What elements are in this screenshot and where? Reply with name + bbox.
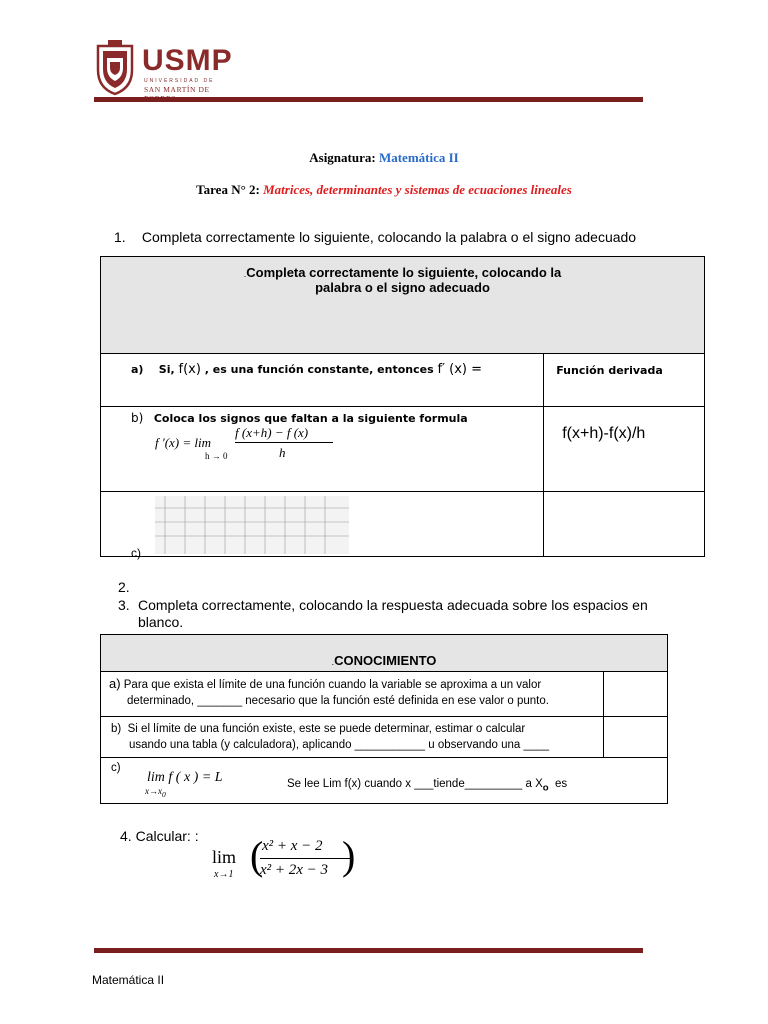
q3-header-text: CONOCIMIENTO bbox=[334, 653, 437, 668]
q1-header-prefix: . bbox=[243, 269, 247, 279]
university-crest-icon bbox=[94, 38, 136, 96]
q3-row-b-line2: usando una tabla (y calculadora), aplicando ___________ u observando una ____ bbox=[129, 739, 550, 751]
q1-row-a-mid: , es una función constante, entonces bbox=[204, 363, 434, 376]
q1-row-a-fprime: f′ (x) = bbox=[437, 362, 483, 377]
q1-row-a-label: a) bbox=[131, 363, 144, 376]
right-paren-icon: ) bbox=[342, 833, 356, 878]
q1-row-c-question bbox=[101, 492, 544, 560]
q4-denominator: x² + 2x − 3 bbox=[260, 862, 329, 878]
q3-row-c-tail: es bbox=[555, 778, 568, 790]
q4-limit-formula bbox=[212, 833, 362, 886]
q3-row-b-label: b) bbox=[111, 723, 122, 735]
q3-row-c-subscript bbox=[145, 786, 166, 799]
footer-text: Matemática II bbox=[92, 973, 165, 987]
question-1 bbox=[114, 229, 636, 245]
q3-row-a-answer bbox=[604, 672, 668, 717]
q1-row-a-answer-text: Función derivada bbox=[556, 364, 663, 377]
q1-formula-den: h bbox=[279, 445, 286, 460]
task-line bbox=[0, 182, 768, 198]
q1-row-b-question bbox=[101, 407, 544, 492]
q3-row-c-text bbox=[287, 778, 567, 793]
footer-rule bbox=[94, 948, 643, 953]
table-row bbox=[101, 354, 705, 407]
q1-row-a-fx: f(x) bbox=[178, 362, 201, 377]
question-3-number: 3. bbox=[118, 597, 130, 613]
q1-row-a-pre: Si, bbox=[158, 363, 175, 376]
q1-header-line1: Completa correctamente lo siguiente, colocando la bbox=[246, 265, 562, 280]
question-4-text: Calcular: : bbox=[135, 828, 199, 844]
usmp-logo bbox=[94, 38, 244, 100]
q1-formula-sub: h → 0 bbox=[205, 451, 228, 461]
question-1-text: Completa correctamente lo siguiente, colocando la palabra o el signo adecuado bbox=[141, 229, 637, 245]
q3-row-a-line2: determinado, _______ necesario que la función esté definida en ese valor o punto. bbox=[127, 695, 549, 707]
question-3 bbox=[118, 597, 648, 631]
q1-row-c-label: c) bbox=[131, 546, 141, 560]
q4-lim: lim bbox=[212, 847, 237, 867]
q1-row-a-answer bbox=[544, 354, 705, 407]
header-rule bbox=[94, 97, 643, 102]
q1-row-c-answer bbox=[544, 492, 705, 557]
q1-formula-lhs: f ′(x) = lim bbox=[155, 435, 212, 450]
question-1-table bbox=[100, 256, 705, 560]
q1-table-header bbox=[101, 257, 705, 354]
q3-row-c-sub2: o bbox=[542, 782, 549, 794]
q1-row-b-answer bbox=[544, 407, 705, 492]
subject-line bbox=[0, 150, 768, 166]
question-3-table bbox=[100, 634, 668, 804]
q3-row-c-label: c) bbox=[111, 762, 121, 774]
blurry-table-image bbox=[155, 496, 349, 554]
q3-row-a-line1: Para que exista el límite de una función cuando la variable se aproxima a un valor bbox=[123, 679, 542, 691]
q3-row-b-line1: Si el límite de una función existe, este se puede determinar, estimar o calcular bbox=[127, 723, 526, 735]
q3-row-a bbox=[101, 672, 604, 717]
q3-row-c-sub: x→x bbox=[145, 786, 162, 796]
logo-subtitle-2: SAN MARTÍN DE bbox=[144, 85, 210, 94]
question-3-line2: blanco. bbox=[138, 614, 184, 630]
q3-table-header bbox=[101, 635, 668, 672]
q3-row-c-formula: lim f ( x ) = L bbox=[147, 770, 223, 785]
q1-row-b-formula bbox=[155, 425, 543, 465]
q3-row-c bbox=[101, 758, 668, 804]
task-label: Tarea N° 2: bbox=[196, 182, 260, 197]
q1-header-line2: palabra o el signo adecuado bbox=[315, 280, 490, 295]
table-row bbox=[101, 407, 705, 492]
q3-row-a-label: a) bbox=[109, 676, 121, 691]
subject-label: Asignatura: bbox=[309, 150, 376, 165]
q1-row-b-answer-text: f(x+h)-f(x)/h bbox=[562, 425, 646, 442]
q3-row-b-answer bbox=[604, 717, 668, 758]
task-title: Matrices, determinantes y sistemas de ecuaciones lineales bbox=[263, 182, 572, 197]
q3-row-c-sub0: 0 bbox=[162, 789, 166, 799]
logo-subtitle-1: UNIVERSIDAD DE bbox=[144, 78, 215, 84]
q1-row-b-text: Coloca los signos que faltan a la siguiente formula bbox=[153, 412, 468, 425]
fraction-bar bbox=[235, 442, 333, 443]
q3-header-prefix: . bbox=[331, 657, 335, 667]
q1-formula-num: f (x+h) − f (x) bbox=[235, 425, 309, 440]
question-4-number: 4. bbox=[120, 828, 132, 844]
q3-row-c-text-main: Se lee Lim f(x) cuando x ___tiende_________ a X bbox=[287, 778, 543, 790]
q1-row-b-label: b) bbox=[131, 411, 144, 425]
question-1-number: 1. bbox=[114, 229, 126, 245]
table-row bbox=[101, 672, 668, 717]
question-2-number: 2. bbox=[118, 579, 130, 595]
question-2 bbox=[118, 579, 130, 595]
table-row bbox=[101, 758, 668, 804]
left-paren-icon: ( bbox=[250, 833, 264, 878]
logo-wordmark: USMP bbox=[142, 44, 233, 77]
q1-row-a-question bbox=[101, 354, 544, 407]
q3-row-b bbox=[101, 717, 604, 758]
fraction-bar bbox=[260, 858, 352, 859]
subject-value: Matemática II bbox=[378, 150, 459, 165]
table-row bbox=[101, 717, 668, 758]
q4-lim-sub: x→1 bbox=[214, 869, 234, 880]
question-4 bbox=[120, 828, 199, 844]
q4-numerator: x² + x − 2 bbox=[262, 838, 323, 854]
question-3-line1: Completa correctamente, colocando la respuesta adecuada sobre los espacios en bbox=[138, 597, 648, 613]
table-row bbox=[101, 492, 705, 557]
